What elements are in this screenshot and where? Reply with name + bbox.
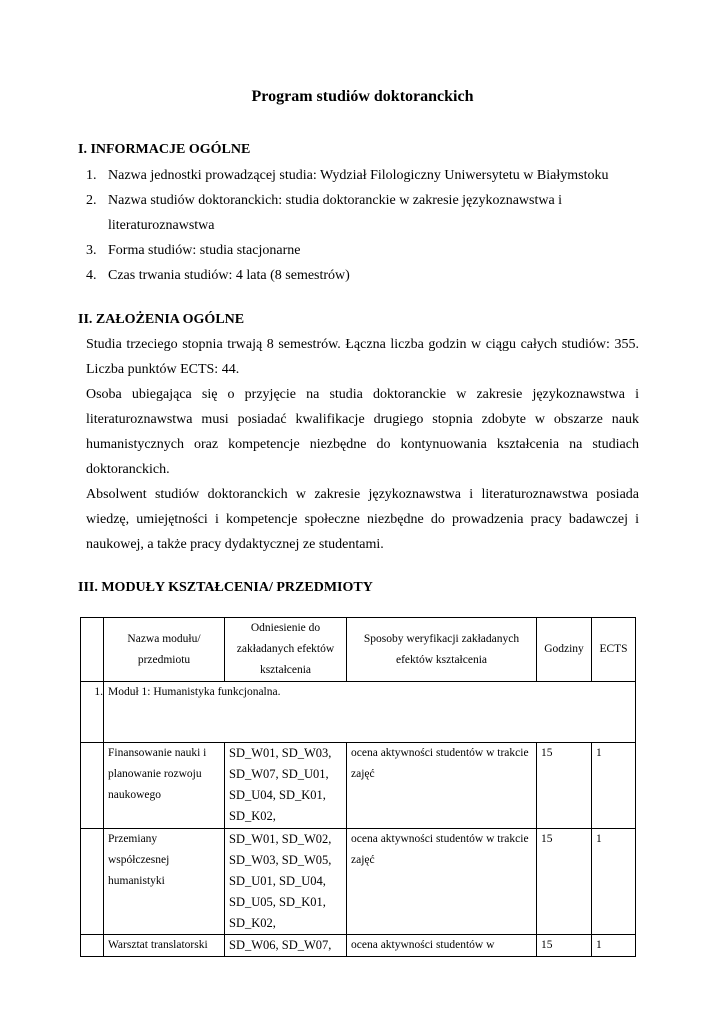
course-hours: 15 — [537, 829, 592, 935]
modules-table — [80, 617, 636, 957]
course-hours: 15 — [537, 743, 592, 829]
course-verification: ocena aktywności studentów w — [347, 935, 537, 957]
course-verification: ocena aktywności studentów w trakcie zajęć — [347, 829, 537, 935]
row-lp — [81, 935, 104, 957]
list-item — [86, 238, 646, 263]
document-title: Program studiów doktoranckich — [251, 88, 474, 105]
header-lp — [81, 618, 104, 682]
list-item-text: Forma studiów: studia stacjonarne — [108, 243, 301, 258]
paragraph: Absolwent studiów doktoranckich w zakresie językoznawstwa i literaturoznawstwa posiada wiedzę, umiejętności i kompetencje społeczne niezbędne do prowadzenia pracy badawczej i naukowej, a także pracy dydaktycznej ze studentami. — [86, 487, 639, 552]
table-row — [81, 743, 636, 829]
general-info-list — [86, 163, 646, 288]
paragraph: Studia trzeciego stopnia trwają 8 semestrów. Łączna liczba godzin w ciągu całych studiów: 355. Liczba punktów ECTS: 44. — [86, 337, 639, 377]
course-hours: 15 — [537, 935, 592, 957]
list-item — [86, 163, 646, 188]
header-verification: Sposoby weryfikacji zakładanych efektów kształcenia — [347, 618, 537, 682]
section-heading-general-info: I. INFORMACJE OGÓLNE — [78, 142, 251, 157]
table-row — [81, 829, 636, 935]
list-item — [86, 263, 646, 288]
assumptions-text — [86, 332, 639, 557]
course-ects: 1 — [592, 743, 636, 829]
module-label: Moduł 1: Humanistyka funkcjonalna. — [104, 682, 636, 743]
course-name: Finansowanie nauki i planowanie rozwoju naukowego — [104, 743, 225, 829]
list-item-number: 3. — [86, 243, 97, 258]
section-heading-modules: III. MODUŁY KSZTAŁCENIA/ PRZEDMIOTY — [78, 580, 373, 595]
header-ects: ECTS — [592, 618, 636, 682]
course-outcomes: SD_W06, SD_W07, — [225, 935, 347, 957]
table-row — [81, 935, 636, 957]
course-ects: 1 — [592, 935, 636, 957]
course-ects: 1 — [592, 829, 636, 935]
list-item-number: 2. — [86, 193, 97, 208]
list-item-text: Czas trwania studiów: 4 lata (8 semestrów) — [108, 268, 350, 283]
row-lp — [81, 743, 104, 829]
row-lp — [81, 829, 104, 935]
table-header-row — [81, 618, 636, 682]
section-heading-assumptions: II. ZAŁOŻENIA OGÓLNE — [78, 312, 245, 327]
module-row — [81, 682, 636, 743]
header-hours: Godziny — [537, 618, 592, 682]
list-item-number: 4. — [86, 268, 97, 283]
list-item-text: Nazwa jednostki prowadzącej studia: Wydział Filologiczny Uniwersytetu w Białymstoku — [108, 168, 609, 183]
course-name: Przemiany współczesnej humanistyki — [104, 829, 225, 935]
module-number: 1. — [81, 682, 104, 743]
header-name: Nazwa modułu/ przedmiotu — [104, 618, 225, 682]
header-outcomes: Odniesienie do zakładanych efektów kształcenia — [225, 618, 347, 682]
paragraph: Osoba ubiegająca się o przyjęcie na studia doktoranckie w zakresie językoznawstwa i literaturoznawstwa musi posiadać kwalifikacje drugiego stopnia zdobyte w obszarze nauk humanistycznych oraz kompetencje niezbędne do kontynuowania kształcenia na studiach doktoranckich. — [86, 387, 639, 477]
course-verification: ocena aktywności studentów w trakcie zajęć — [347, 743, 537, 829]
list-item-number: 1. — [86, 168, 97, 183]
course-outcomes: SD_W01, SD_W02, SD_W03, SD_W05, SD_U01, SD_U04, SD_U05, SD_K01, SD_K02, — [225, 829, 347, 935]
course-outcomes: SD_W01, SD_W03, SD_W07, SD_U01, SD_U04, SD_K01, SD_K02, — [225, 743, 347, 829]
list-item-text: Nazwa studiów doktoranckich: studia doktoranckie w zakresie językoznawstwa i literaturoznawstwa — [108, 193, 563, 233]
course-name: Warsztat translatorski — [104, 935, 225, 957]
list-item — [86, 188, 646, 238]
